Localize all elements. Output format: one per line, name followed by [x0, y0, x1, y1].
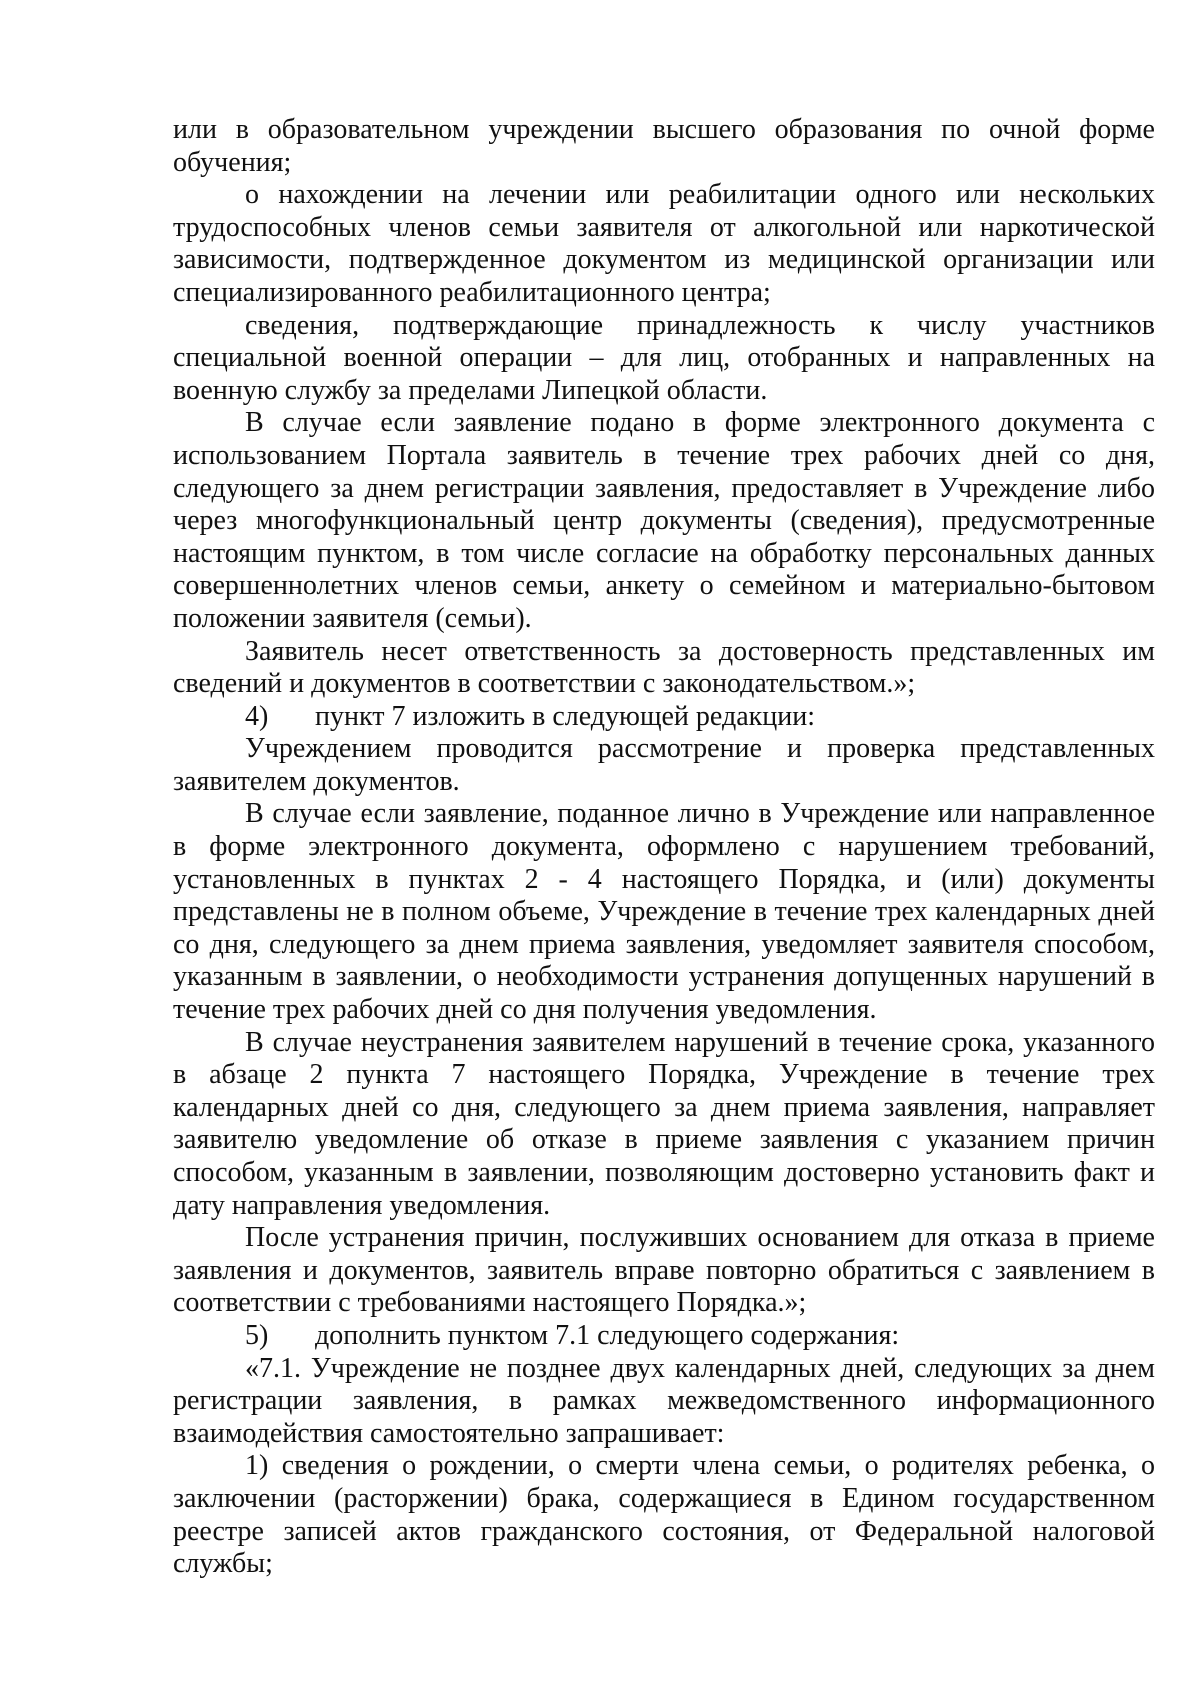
paragraph: В случае если заявление подано в форме электронного документа с использованием Портала заявитель в течение трех рабочих дней со дня, следующего за днем регистрации заявления, предоставляет в Учреждение либо через многофункциональный центр документы (сведения), предусмотренные настоящим пунктом, в том числе согласие на обработку персональных данных совершеннолетних членов семьи, анкету о семейном и материально-бытовом положении заявителя (семьи). — [173, 407, 1155, 634]
paragraph: После устранения причин, послуживших основанием для отказа в приеме заявления и документов, заявитель вправе повторно обратиться с заявлением в соответствии с требованиями настоящего Порядка.»; — [173, 1222, 1155, 1319]
list-item-5 — [173, 1320, 1155, 1353]
paragraph-continuation: или в образовательном учреждении высшего образования по очной форме обучения; — [173, 114, 1155, 178]
paragraph: В случае неустранения заявителем нарушений в течение срока, указанного в абзаце 2 пункта 7 настоящего Порядка, Учреждение в течение трех календарных дней со дня, следующего за днем приема заявления, направляет заявителю уведомление об отказе в приеме заявления с указанием причин способом, указанным в заявлении, позволяющим достоверно установить факт и дату направления уведомления. — [173, 1026, 1155, 1221]
list-item-4 — [173, 701, 1155, 734]
list-item-text: пункт 7 изложить в следующей редакции: — [315, 700, 815, 732]
paragraph: В случае если заявление, поданное лично в Учреждение или направленное в форме электронного документа, оформлено с нарушением требований, установленных в пунктах 2 - 4 настоящего Порядка, и (или) документы представлены не в полном объеме, Учреждение в течение трех календарных дней со дня, следующего за днем приема заявления, уведомляет заявителя способом, указанным в заявлении, о необходимости устранения допущенных нарушений в течение трех рабочих дней со дня получения уведомления. — [173, 798, 1155, 1026]
list-item-number: 4) — [245, 700, 269, 732]
list-item-number: 5) — [245, 1319, 269, 1351]
paragraph: о нахождении на лечении или реабилитации одного или нескольких трудоспособных членов семьи заявителя от алкогольной или наркотической зависимости, подтвержденное документом из медицинской организации или специализированного реабилитационного центра; — [173, 179, 1155, 308]
paragraph: 1) сведения о рождении, о смерти члена семьи, о родителях ребенка, о заключении (расторжении) брака, содержащиеся в Едином государственном реестре записей актов гражданского состояния, от Федеральной налоговой службы; — [173, 1450, 1155, 1580]
paragraph: «7.1. Учреждение не позднее двух календарных дней, следующих за днем регистрации заявления, в рамках межведомственного информационного взаимодействия самостоятельно запрашивает: — [173, 1352, 1155, 1449]
document-page — [173, 114, 1155, 1581]
list-item-text: дополнить пунктом 7.1 следующего содержания: — [315, 1319, 900, 1351]
paragraph: Учреждением проводится рассмотрение и проверка представленных заявителем документов. — [173, 733, 1155, 797]
paragraph: Заявитель несет ответственность за достоверность представленных им сведений и документов в соответствии с законодательством.»; — [173, 635, 1155, 700]
paragraph: сведения, подтверждающие принадлежность к числу участников специальной военной операции – для лиц, отобранных и направленных на военную службу за пределами Липецкой области. — [173, 309, 1155, 406]
